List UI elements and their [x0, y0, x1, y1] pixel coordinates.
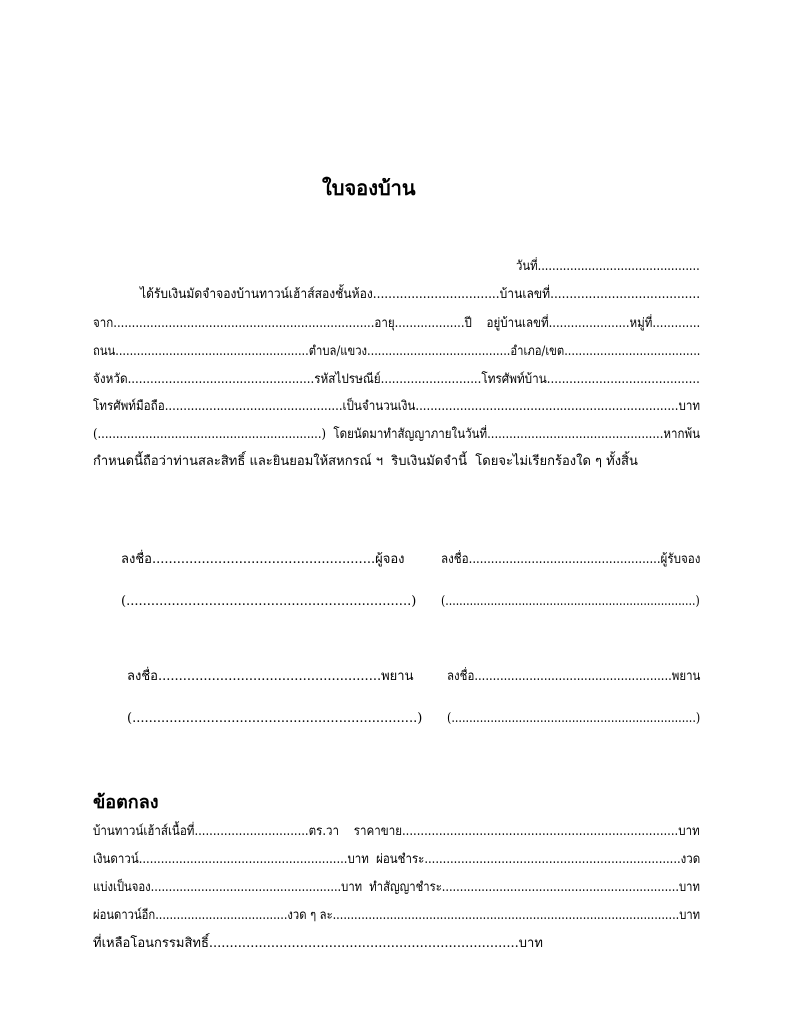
witness1-name-line: (.....................................................................): [127, 711, 423, 726]
terms-line-2: เงินดาวน์.........................................................บาท ผ่อนชำระ......................................................................งวด: [93, 852, 701, 867]
body-line-4: จังหวัด..................................................รหัสไปรษณีย์...........................โทรศัพท์บ้าน.........................................: [93, 372, 700, 387]
witness2-name-line: (.....................................................................): [447, 711, 701, 726]
witness1-signature-line: ลงชื่อ......................................................พยาน: [127, 669, 414, 684]
body-line-2: จาก.......................................................................อายุ...................ปี อยู่บ้านเลขที่......................หมู่ที่.............: [93, 316, 701, 331]
terms-line-5: ที่เหลือโอนกรรมสิทธิ์...........................................................................บาท: [93, 936, 543, 951]
witness2-signature-line: ลงชื่อ......................................................พยาน: [447, 669, 701, 684]
body-line-3: ถนน......................................................ตำบล/แขวง........................................อำเภอ/เขต......................................: [93, 344, 701, 359]
document-title: ใบจองบ้าน: [322, 176, 416, 200]
body-line-7: กำหนดนี้ถือว่าท่านสละสิทธิ์ และยินยอมให้สหกรณ์ ฯ ริบเงินมัดจำนี้ โดยจะไม่เรียกร้องใด ๆ ทั้งสิ้น: [93, 454, 638, 469]
receiver-name-line: (........................................................................): [441, 594, 700, 609]
terms-heading: ข้อตกลง: [93, 792, 159, 813]
booker-name-line: (.....................................................................): [121, 594, 417, 609]
terms-line-4: ผ่อนดาวน์อีก.....................................งวด ๆ ละ.................................................................................................บาท: [93, 908, 701, 923]
date-line: วันที่.............................................: [516, 259, 700, 274]
booker-signature-line: ลงชื่อ......................................................ผู้จอง: [121, 552, 405, 567]
body-line-1: ได้รับเงินมัดจำจองบ้านทาวน์เฮ้าส์สองชั้นห้อง.................................บ้านเลขที่.......................................: [140, 287, 701, 302]
terms-line-1: บ้านทาวน์เฮ้าส์เนื้อที่...............................ตร.วา ราคาขาย...........................................................................บาท: [93, 824, 700, 839]
terms-line-3: แบ่งเป็นจอง.....................................................บาท ทำสัญญาชำระ..................................................................บาท: [93, 880, 700, 895]
receiver-signature-line: ลงชื่อ....................................................ผู้รับจอง: [441, 552, 701, 567]
body-line-6: (.............................................................) โดยนัดมาทำสัญญาภายในวันที่................................................หากพ้น: [93, 427, 700, 442]
body-line-5: โทรศัพท์มือถือ................................................เป็นจำนวนเงิน.......................................................................บาท: [93, 399, 701, 414]
